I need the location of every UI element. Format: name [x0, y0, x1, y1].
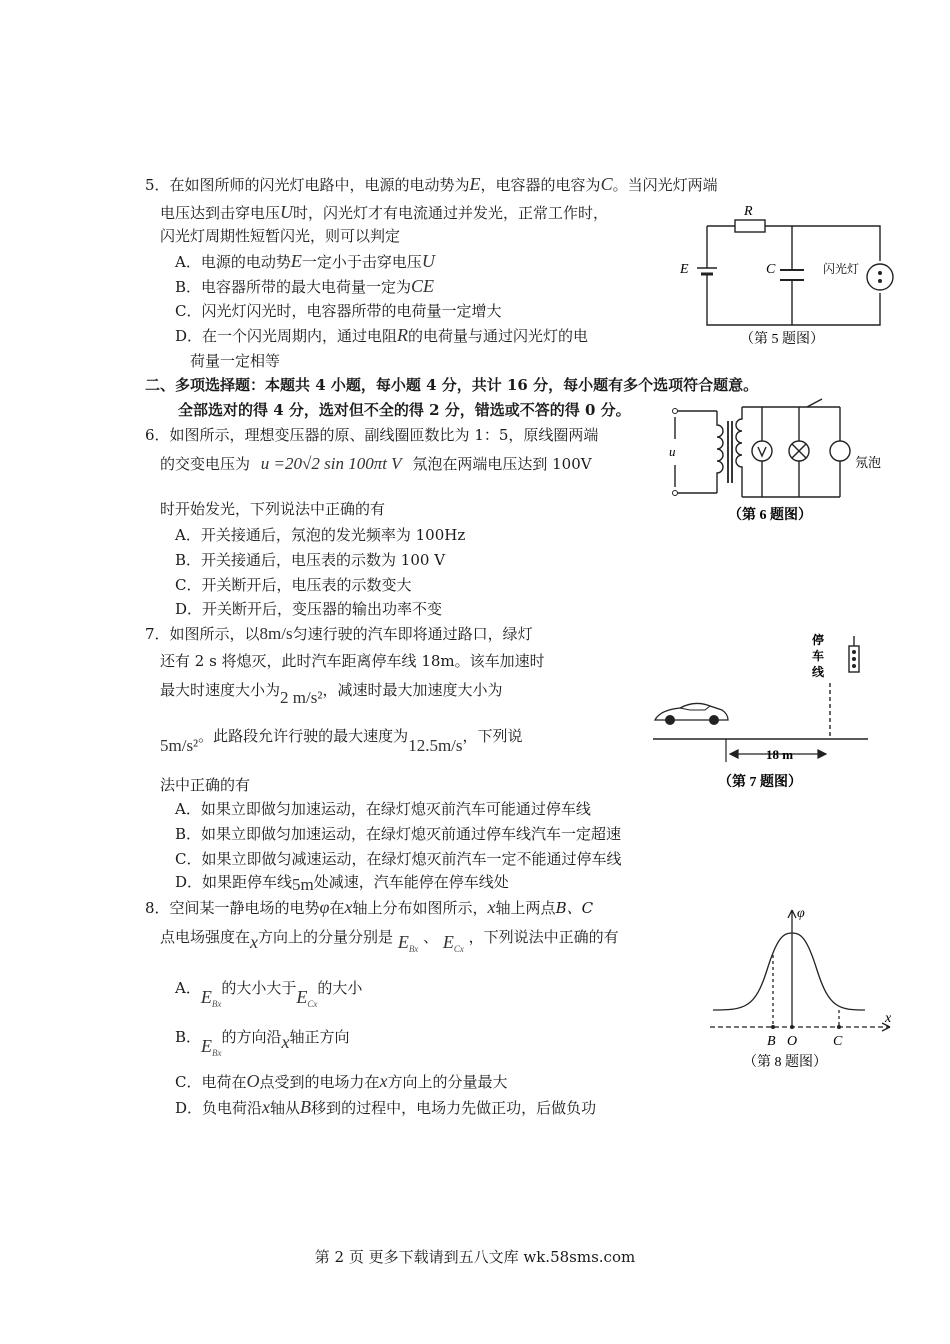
q5-U: U — [280, 202, 294, 222]
fig8-caption: （第 8 题图） — [743, 1055, 827, 1070]
fig6-label-u: u — [669, 444, 676, 459]
q6-line1: 6．如图所示，理想变压器的原、副线圈匝数比为 1：5，原线圈两端 — [145, 426, 599, 444]
q7-option-c: C．如果立即做匀减速运动，在绿灯熄灭前汽车一定不能通过停车线 — [175, 850, 622, 868]
q6-option-b: B．开关接通后，电压表的示数为 100 V — [175, 551, 446, 569]
car-icon — [655, 703, 728, 725]
q6-option-a: A．开关接通后，氖泡的发光频率为 100Hz — [175, 526, 466, 544]
q6-line2: 的交变电压为 u =20√2 sin 100πt V 氖泡在两端电压达到 100V — [160, 454, 592, 473]
q7-line2: 还有 2 s 将熄灭，此时汽车距离停车线 18m。该车加速时 — [160, 652, 545, 670]
q6-transformer-figure — [662, 397, 902, 527]
q5-option-d-cont: 荷量一定相等 — [190, 352, 281, 370]
fig5-label-r: R — [744, 204, 753, 219]
fig8-label-c: C — [833, 1034, 843, 1049]
q7-line4: 5m/s²。此路段允许行驶的最大速度为12.5m/s，下列说 — [160, 727, 523, 755]
switch-icon — [807, 399, 822, 407]
q8-option-b: B．$E_{Bx}$的方向沿x轴正方向 — [175, 1028, 350, 1058]
section2-title: 二、多项选择题：本题共 4 小题，每小题 4 分，共计 16 分，每小题有多个选项符合题意。 — [145, 376, 759, 394]
q7-option-a: A．如果立即做匀加速运动，在绿灯熄灭前汽车可能通过停车线 — [175, 800, 591, 818]
q6-line3: 时开始发光，下列说法中正确的有 — [160, 500, 386, 518]
q5-line3: 闪光灯周期性短暂闪光，则可以判定 — [160, 227, 401, 245]
q5-circuit-figure — [680, 203, 895, 348]
q8-option-d: D．负电荷沿x轴从B移到的过程中，电场力先做正功，后做负功 — [175, 1097, 597, 1117]
q7-car-figure — [650, 628, 870, 798]
q5-E: E — [469, 174, 481, 194]
q6-voltage-formula: u =20√2 sin 100πt V — [260, 454, 402, 473]
q7-option-b: B．如果立即做匀加速运动，在绿灯熄灭前通过停车线汽车一定超速 — [175, 825, 622, 843]
fig8-label-x: x — [885, 1011, 892, 1026]
q5-option-a: A．电源的电动势E一定小于击穿电压U — [175, 251, 435, 271]
page-footer: 第 2 页 更多下载请到五八文库 wk.58sms.com — [314, 1248, 636, 1266]
q6-option-d: D．开关断开后，变压器的输出功率不变 — [175, 600, 443, 618]
fig8-label-b: B — [767, 1034, 776, 1049]
flash-lamp-icon — [867, 264, 893, 290]
q5-option-c: C．闪光灯闪光时，电容器所带的电荷量一定增大 — [175, 302, 502, 320]
traffic-light-icon — [849, 636, 859, 672]
q5-option-d: D．在一个闪光周期内，通过电阻R的电荷量与通过闪光灯的电 — [175, 325, 589, 345]
q5-line1: 5．在如图所师的闪光灯电路中，电源的电动势为E，电容器的电容为C。当闪光灯两端 — [145, 174, 718, 194]
fig8-label-o: O — [787, 1034, 798, 1049]
fig7-label-stop-line: 停车线 — [812, 633, 825, 679]
fig7-caption: （第 7 题图） — [718, 775, 802, 790]
fig6-caption: （第 6 题图） — [728, 508, 812, 523]
fig5-caption: （第 5 题图） — [740, 332, 824, 347]
q5-option-b: B．电容器所带的最大电荷量一定为CE — [175, 276, 435, 296]
q7-line3: 最大时速度大小为2 m/s²，减速时最大加速度大小为 — [160, 681, 503, 707]
section2-scoring: 全部选对的得 4 分，选对但不全的得 2 分，错选或不答的得 0 分。 — [178, 401, 631, 419]
q5-line2: 电压达到击穿电压U时，闪光灯才有电流通过并发光，正常工作时， — [160, 202, 609, 222]
q5-C: C — [600, 174, 613, 194]
neon-lamp-icon — [830, 441, 850, 461]
q6-option-c: C．开关断开后，电压表的示数变大 — [175, 576, 412, 594]
q7-option-d: D．如果距停车线5m处减速，汽车能停在停车线处 — [175, 873, 509, 894]
resistor — [735, 220, 765, 232]
fig5-label-e: E — [680, 262, 689, 277]
fig8-label-phi: φ — [797, 906, 805, 921]
fig7-label-distance: 18 m — [766, 747, 794, 762]
q7-line5: 法中正确的有 — [160, 776, 251, 794]
fig5-label-c: C — [766, 262, 776, 277]
voltmeter-icon — [752, 441, 772, 461]
fig6-label-neon: 氖泡 — [855, 455, 882, 470]
q8-potential-figure — [705, 900, 900, 1080]
q8-option-a: A．$E_{Bx}$的大小大于$E_{Cx}$的大小 — [175, 979, 363, 1009]
q8-line1: 8．空间某一静电场的电势φ在x轴上分布如图所示，x轴上两点B、C — [145, 897, 594, 917]
q8-option-c: C．电荷在O点受到的电场力在x方向上的分量最大 — [175, 1071, 508, 1091]
q7-line1: 7．如图所示，以8m/s匀速行驶的汽车即将通过路口，绿灯 — [145, 624, 533, 643]
fig5-label-lamp: 闪光灯 — [823, 262, 860, 276]
q8-line2: 点电场强度在x方向上的分量分别是 $E_{Bx}$ 、 $E_{Cx}$ ，下列说法中正确的有 — [160, 928, 619, 954]
